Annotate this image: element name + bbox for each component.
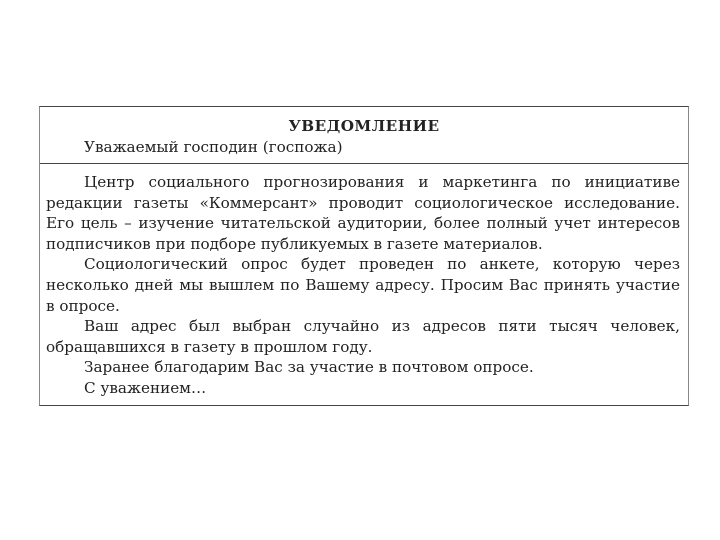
paragraph-thanks: Заранее благодарим Вас за участие в почтовом опросе. bbox=[84, 358, 534, 377]
notice-box bbox=[39, 106, 689, 406]
notice-body bbox=[40, 164, 688, 405]
paragraph-purpose: Центр социального прогнозирования и маркетинга по инициативе редакции газеты «Коммерсант» проводит социологическое исследование. Его цель – изучение читательской аудитории, более полный учет интересов подписчиков при подборе публикуемых в газете материалов. bbox=[46, 173, 680, 253]
paragraph-selection: Ваш адрес был выбран случайно из адресов пяти тысяч человек, обращавшихся в газету в прошлом году. bbox=[46, 317, 680, 356]
notice-title: УВЕДОМЛЕНИЕ bbox=[288, 117, 440, 135]
paragraph-survey: Социологический опрос будет проведен по анкете, которую через несколько дней мы вышлем по Вашему адресу. Просим Вас принять участие в опросе. bbox=[46, 255, 680, 315]
paragraph-signoff: С уважением… bbox=[84, 378, 207, 397]
notice-salutation: Уважаемый господин (госпожа) bbox=[40, 137, 688, 164]
